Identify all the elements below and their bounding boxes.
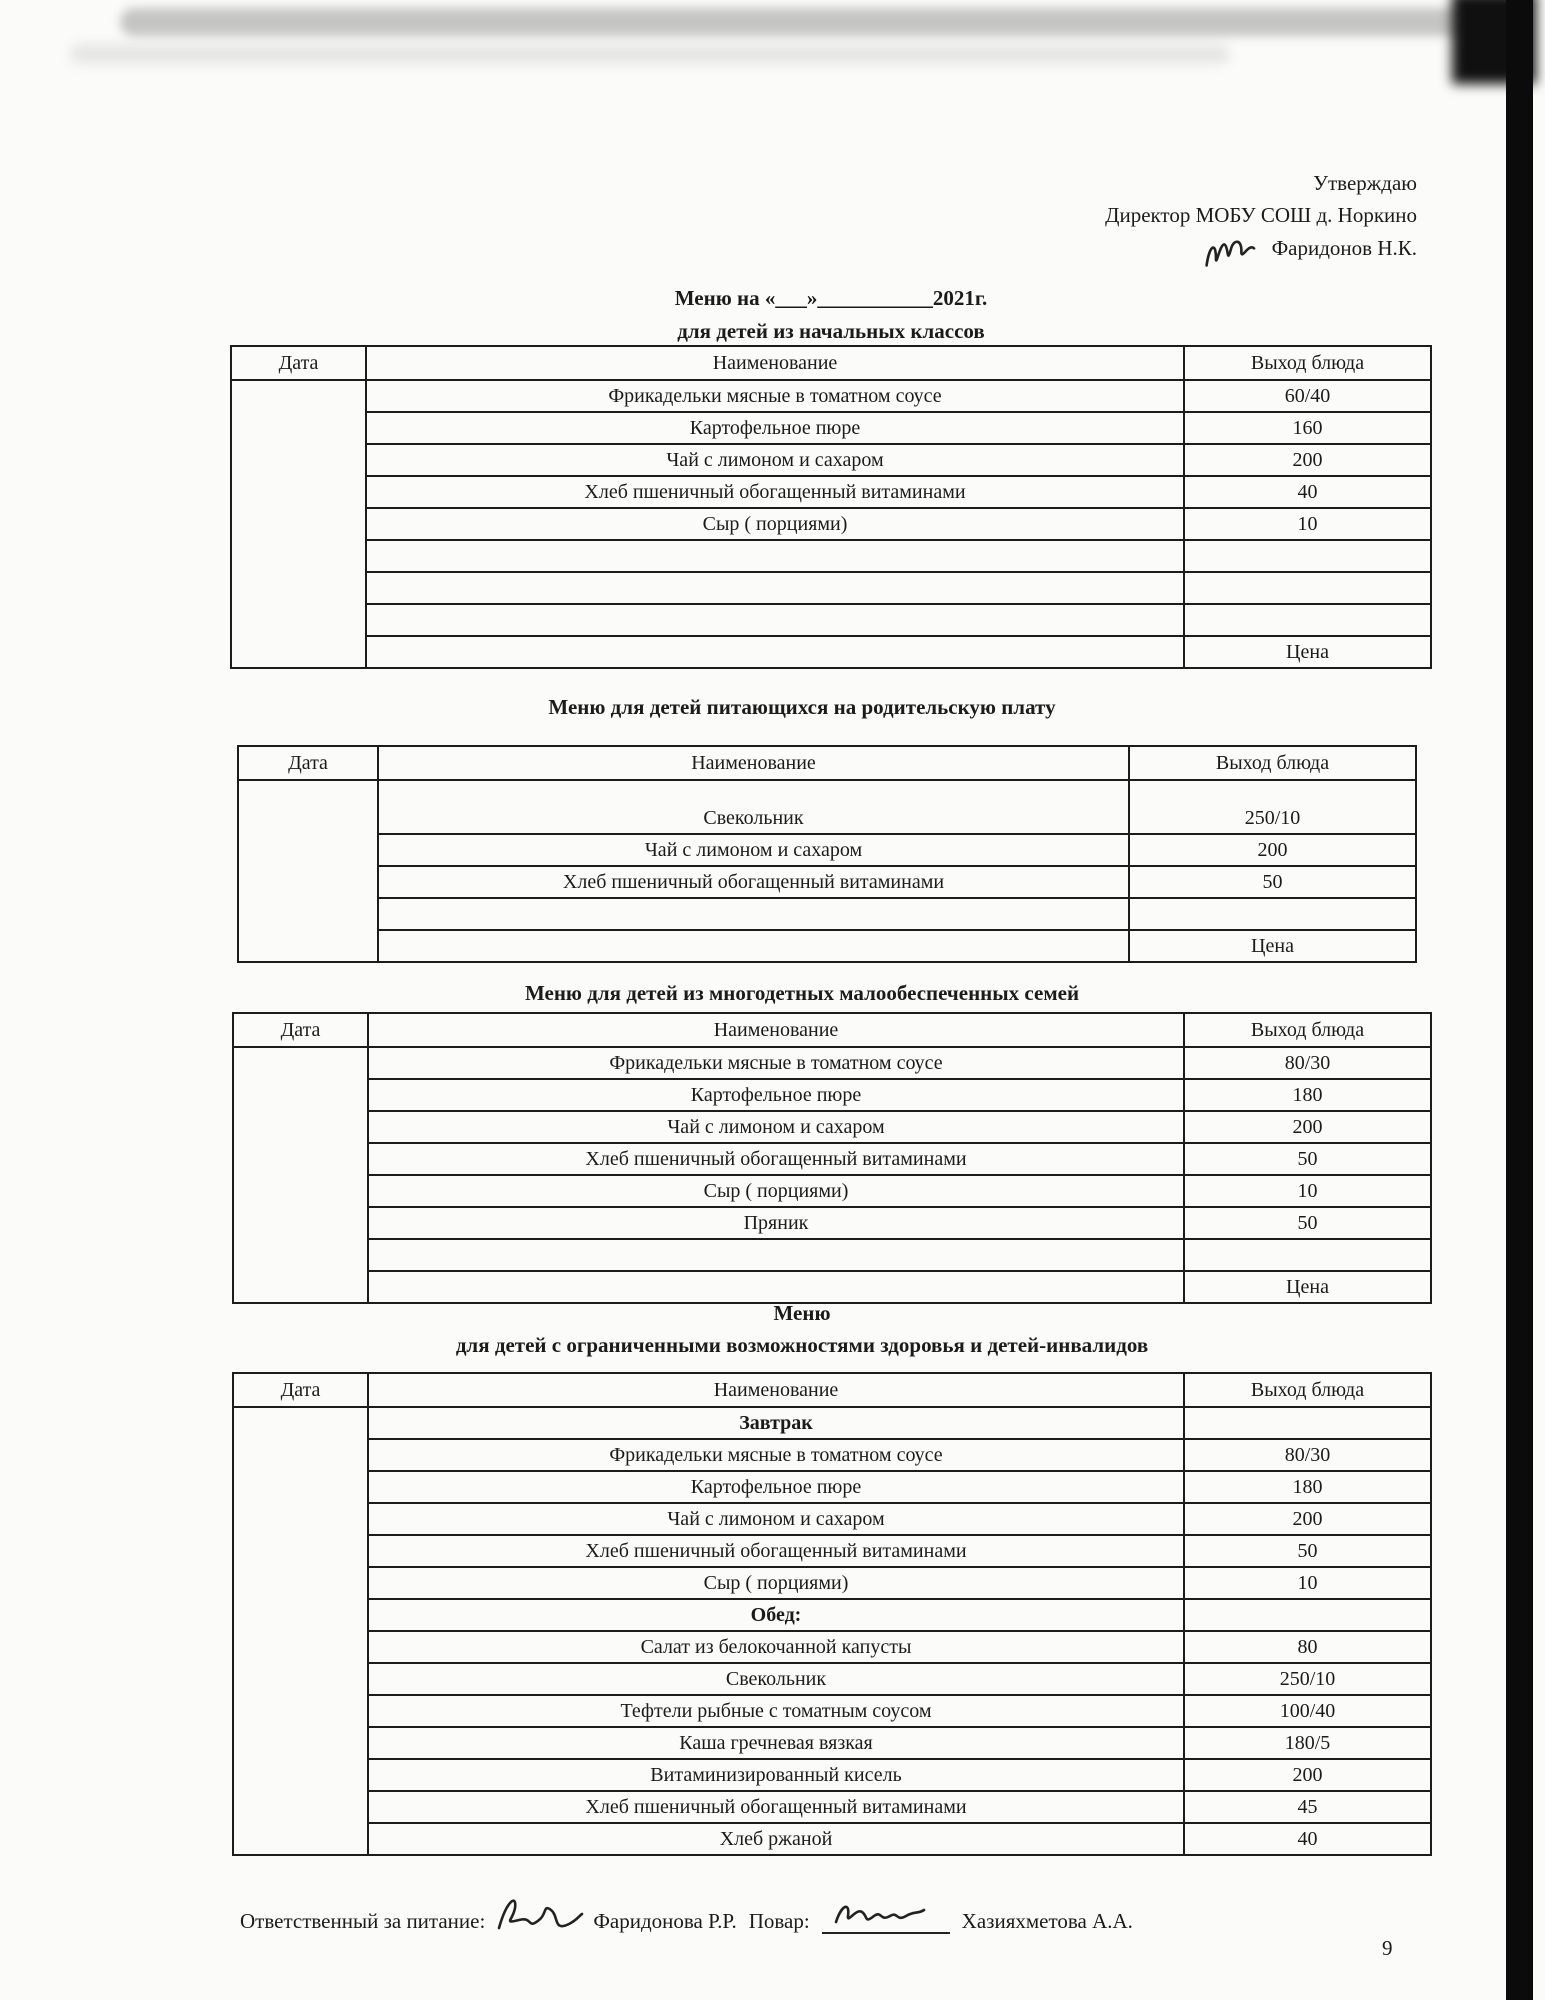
dish-portion: 45 xyxy=(1184,1791,1431,1823)
dish-portion: 80/30 xyxy=(1184,1439,1431,1471)
dish-portion: Цена xyxy=(1184,636,1431,668)
dish-name xyxy=(366,636,1184,668)
dish-name: Сыр ( порциями) xyxy=(368,1175,1184,1207)
meal-section-header: Завтрак xyxy=(368,1407,1184,1439)
cook-label: Повар: xyxy=(748,1909,810,1933)
responsible-name: Фаридонова Р.Р. xyxy=(593,1909,737,1933)
approval-line: Утверждаю xyxy=(1313,171,1417,195)
dish-name xyxy=(366,572,1184,604)
dish-name: Пряник xyxy=(368,1207,1184,1239)
dish-portion: 200 xyxy=(1129,834,1416,866)
column-header: Дата xyxy=(233,1013,368,1047)
table-row xyxy=(238,866,1416,898)
dish-name: Чай с лимоном и сахаром xyxy=(368,1111,1184,1143)
dish-portion xyxy=(1184,1599,1431,1631)
column-header: Наименование xyxy=(368,1373,1184,1407)
dish-name: Салат из белокочанной капусты xyxy=(368,1631,1184,1663)
dish-name: Хлеб ржаной xyxy=(368,1823,1184,1855)
dish-portion: 50 xyxy=(1184,1535,1431,1567)
section-heading-disabled-children xyxy=(172,1298,1432,1361)
table-row xyxy=(233,1079,1431,1111)
dish-portion: 180 xyxy=(1184,1471,1431,1503)
date-cell xyxy=(238,780,378,962)
table-row xyxy=(238,930,1416,962)
dish-name: Хлеб пшеничный обогащенный витаминами xyxy=(366,476,1184,508)
column-header: Выход блюда xyxy=(1184,1373,1431,1407)
cook-signature-icon xyxy=(830,1896,930,1930)
section-heading-parent-pay: Меню для детей питающихся на родительскую плату xyxy=(548,695,1056,719)
table-row xyxy=(233,1047,1431,1079)
column-header: Наименование xyxy=(368,1013,1184,1047)
dish-portion: 100/40 xyxy=(1184,1695,1431,1727)
table-row xyxy=(233,1471,1431,1503)
approval-director-line: Директор МОБУ СОШ д. Норкино xyxy=(1105,202,1417,227)
table-row xyxy=(233,1759,1431,1791)
dish-name: Сыр ( порциями) xyxy=(366,508,1184,540)
title-line-1: Меню на «___»___________2021г. xyxy=(674,286,988,310)
table-row xyxy=(233,1239,1431,1271)
approval-block xyxy=(1105,168,1417,267)
dish-portion: 200 xyxy=(1184,1759,1431,1791)
column-header: Дата xyxy=(238,746,378,780)
table-row xyxy=(231,476,1431,508)
dish-name: Чай с лимоном и сахаром xyxy=(368,1503,1184,1535)
dish-name xyxy=(378,930,1129,962)
dish-name: Чай с лимоном и сахаром xyxy=(378,834,1129,866)
menu-table-disabled-children xyxy=(232,1372,1432,1856)
menu-table-large-families xyxy=(232,1012,1432,1304)
dish-name: Витаминизированный кисель xyxy=(368,1759,1184,1791)
section-heading-line-2: для детей с ограниченными возможностями здоровья и детей-инвалидов xyxy=(455,1332,1149,1357)
table-row xyxy=(233,1143,1431,1175)
dish-name: Свекольник xyxy=(378,780,1129,834)
table-row xyxy=(233,1111,1431,1143)
column-header: Наименование xyxy=(378,746,1129,780)
menu-table xyxy=(232,1012,1432,1304)
date-cell xyxy=(231,380,366,668)
dish-name: Свекольник xyxy=(368,1663,1184,1695)
section-heading-line-1: Меню xyxy=(773,1301,831,1325)
dish-name: Фрикадельки мясные в томатном соусе xyxy=(366,380,1184,412)
dish-name: Чай с лимоном и сахаром xyxy=(366,444,1184,476)
dish-portion: Цена xyxy=(1184,1271,1431,1303)
dish-name: Картофельное пюре xyxy=(366,412,1184,444)
date-cell xyxy=(233,1407,368,1855)
table-row xyxy=(233,1631,1431,1663)
dish-portion: 250/10 xyxy=(1184,1663,1431,1695)
table-row xyxy=(233,1791,1431,1823)
dish-name: Картофельное пюре xyxy=(368,1079,1184,1111)
column-header: Выход блюда xyxy=(1184,346,1431,380)
dish-name: Хлеб пшеничный обогащенный витаминами xyxy=(368,1535,1184,1567)
dish-portion xyxy=(1129,898,1416,930)
menu-table xyxy=(237,745,1417,963)
dish-name: Фрикадельки мясные в томатном соусе xyxy=(368,1439,1184,1471)
dish-portion: 10 xyxy=(1184,508,1431,540)
table-row xyxy=(233,1695,1431,1727)
dish-name: Сыр ( порциями) xyxy=(368,1567,1184,1599)
responsible-signature-line xyxy=(240,1890,1133,1934)
dish-portion: 50 xyxy=(1129,866,1416,898)
section-heading-large-families: Меню для детей из многодетных малообеспеченных семей xyxy=(524,981,1080,1005)
dish-portion: 200 xyxy=(1184,1503,1431,1535)
scan-smudge-top-2 xyxy=(70,44,1230,64)
dish-name: Хлеб пшеничный обогащенный витаминами xyxy=(368,1791,1184,1823)
page-number: 9 xyxy=(1382,1936,1393,1960)
table-row xyxy=(233,1823,1431,1855)
menu-table xyxy=(230,345,1432,669)
dish-portion: 40 xyxy=(1184,476,1431,508)
table-row xyxy=(231,572,1431,604)
dish-name xyxy=(378,898,1129,930)
menu-table-parent-pay xyxy=(237,745,1417,963)
dish-name xyxy=(366,540,1184,572)
director-name: Фаридонов Н.К. xyxy=(1271,236,1417,261)
dish-portion: 50 xyxy=(1184,1207,1431,1239)
menu-table xyxy=(232,1372,1432,1856)
dish-portion xyxy=(1184,540,1431,572)
cook-signature-underline xyxy=(822,1892,950,1934)
responsible-label: Ответственный за питание: xyxy=(240,1909,486,1933)
table-row xyxy=(231,444,1431,476)
dish-portion xyxy=(1184,604,1431,636)
dish-portion: 50 xyxy=(1184,1143,1431,1175)
dish-name: Хлеб пшеничный обогащенный витаминами xyxy=(368,1143,1184,1175)
table-row xyxy=(233,1439,1431,1471)
dish-name: Картофельное пюре xyxy=(368,1471,1184,1503)
table-row xyxy=(238,898,1416,930)
table-row xyxy=(233,1535,1431,1567)
dish-portion xyxy=(1184,1239,1431,1271)
dish-portion: 250/10 xyxy=(1129,780,1416,834)
column-header: Выход блюда xyxy=(1184,1013,1431,1047)
table-row xyxy=(233,1599,1431,1631)
table-row xyxy=(238,780,1416,834)
dish-portion xyxy=(1184,572,1431,604)
dish-portion: 60/40 xyxy=(1184,380,1431,412)
column-header: Выход блюда xyxy=(1129,746,1416,780)
dish-portion: 200 xyxy=(1184,444,1431,476)
scan-edge-bar xyxy=(1506,0,1533,2000)
dish-portion: Цена xyxy=(1129,930,1416,962)
dish-name: Хлеб пшеничный обогащенный витаминами xyxy=(378,866,1129,898)
responsible-signature-icon xyxy=(489,1890,585,1936)
document-title xyxy=(230,282,1432,347)
dish-portion: 200 xyxy=(1184,1111,1431,1143)
table-row xyxy=(233,1407,1431,1439)
dish-portion: 180/5 xyxy=(1184,1727,1431,1759)
table-row xyxy=(238,834,1416,866)
table-row xyxy=(233,1727,1431,1759)
table-row xyxy=(231,636,1431,668)
dish-name: Каша гречневая вязкая xyxy=(368,1727,1184,1759)
table-row xyxy=(231,412,1431,444)
table-row xyxy=(233,1175,1431,1207)
dish-name: Тефтели рыбные с томатным соусом xyxy=(368,1695,1184,1727)
dish-portion: 10 xyxy=(1184,1567,1431,1599)
menu-table-primary-classes xyxy=(230,345,1432,669)
dish-portion: 80/30 xyxy=(1184,1047,1431,1079)
dish-portion: 80 xyxy=(1184,1631,1431,1663)
dish-portion xyxy=(1184,1407,1431,1439)
table-row xyxy=(233,1207,1431,1239)
director-signature-icon xyxy=(1198,232,1259,274)
title-line-2: для детей из начальных классов xyxy=(677,318,985,343)
table-row xyxy=(233,1663,1431,1695)
dish-name xyxy=(368,1239,1184,1271)
scan-smudge-top xyxy=(120,8,1490,36)
table-row xyxy=(231,604,1431,636)
date-cell xyxy=(233,1047,368,1303)
dish-portion: 160 xyxy=(1184,412,1431,444)
column-header: Наименование xyxy=(366,346,1184,380)
dish-portion: 10 xyxy=(1184,1175,1431,1207)
table-row xyxy=(231,380,1431,412)
dish-name: Фрикадельки мясные в томатном соусе xyxy=(368,1047,1184,1079)
column-header: Дата xyxy=(233,1373,368,1407)
dish-portion: 40 xyxy=(1184,1823,1431,1855)
table-row xyxy=(231,508,1431,540)
cook-name: Хазияхметова А.А. xyxy=(961,1909,1133,1933)
meal-section-header: Обед: xyxy=(368,1599,1184,1631)
column-header: Дата xyxy=(231,346,366,380)
dish-name xyxy=(366,604,1184,636)
table-row xyxy=(233,1567,1431,1599)
dish-portion: 180 xyxy=(1184,1079,1431,1111)
table-row xyxy=(233,1503,1431,1535)
table-row xyxy=(231,540,1431,572)
